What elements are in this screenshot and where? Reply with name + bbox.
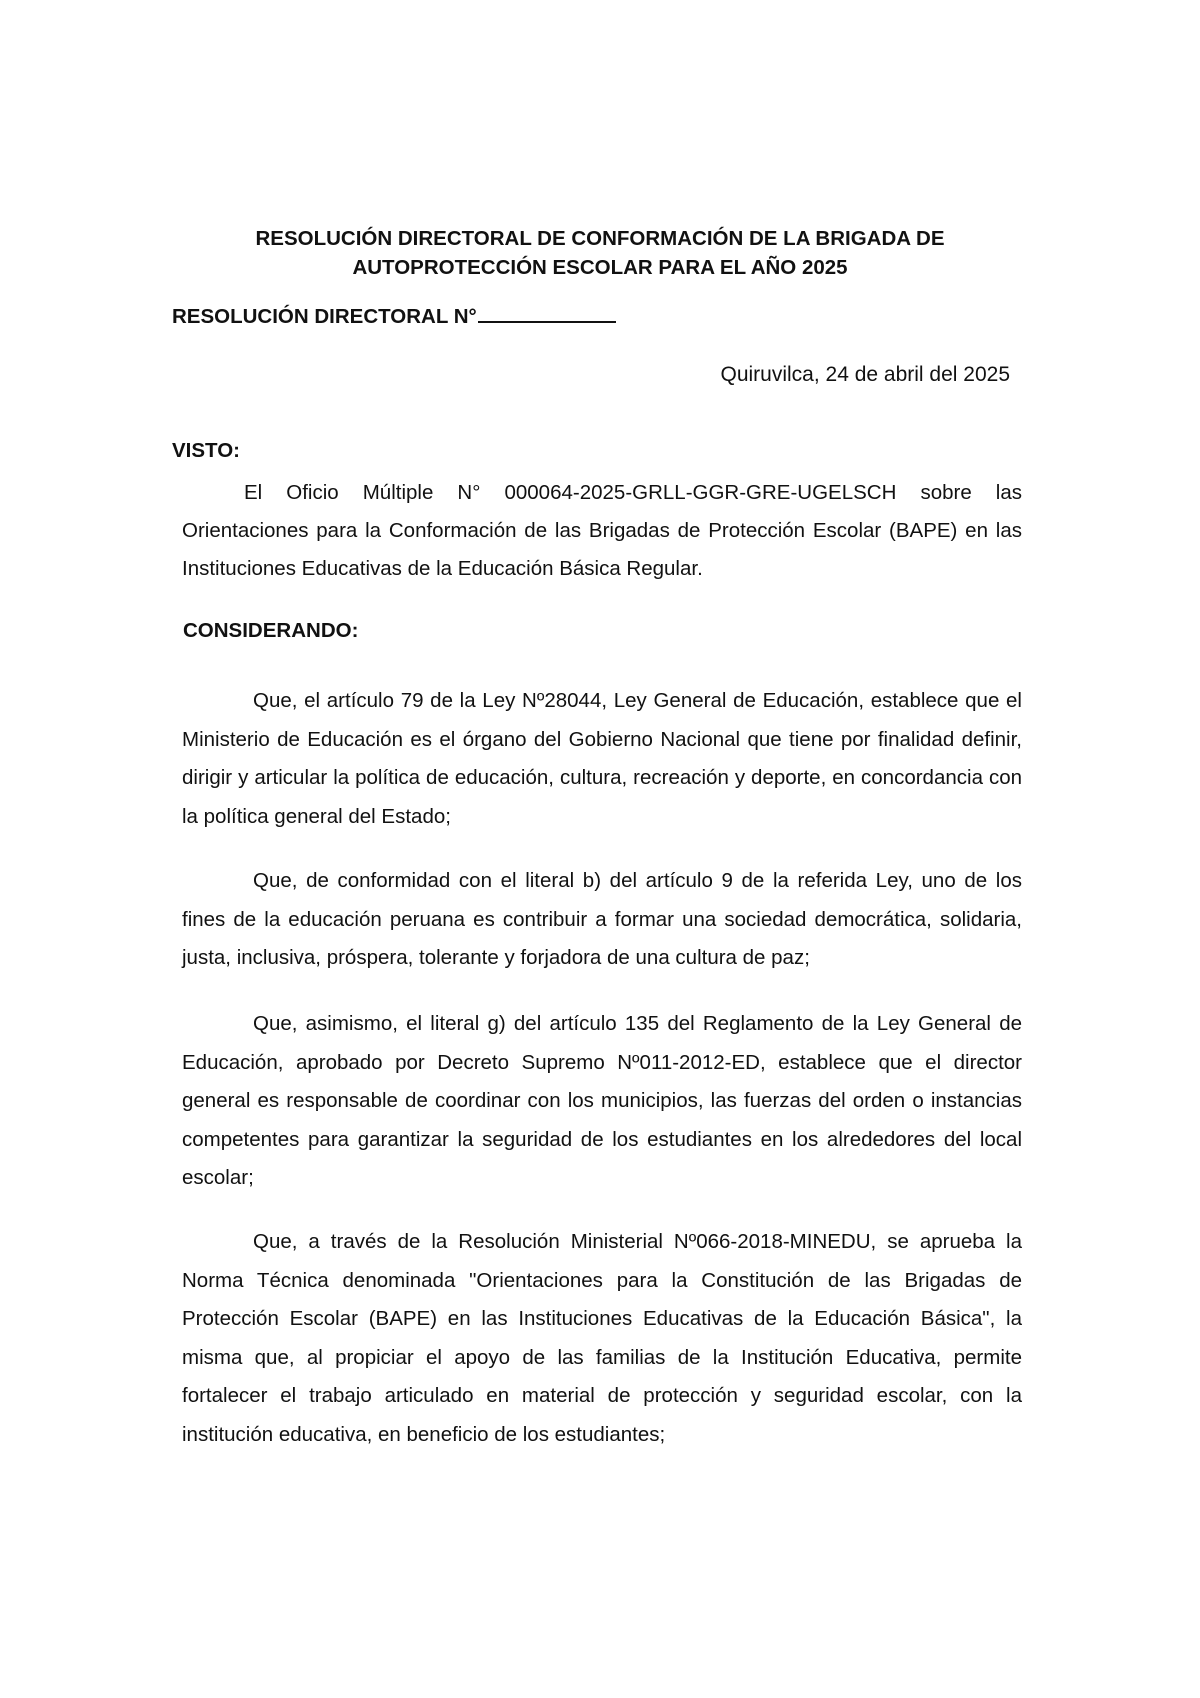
visto-paragraph: El Oficio Múltiple N° 000064-2025-GRLL-GGR-GRE-UGELSCH sobre las Orientaciones para la Conformación de las Brigadas de Protección Escolar (BAPE) en las Instituciones Educativas de la Educación Básica Regular. xyxy=(182,481,1022,580)
resolution-number-line xyxy=(172,302,616,332)
considerando-paragraph: Que, asimismo, el literal g) del artículo 135 del Reglamento de la Ley General de Educación, aprobado por Decreto Supremo Nº011-2012-ED, establece que el director general es responsable de coordinar con los municipios, las fuerzas del orden o instancias competentes para garantizar la seguridad de los estudiantes en los alrededores del local escolar; xyxy=(182,1012,1022,1189)
resolution-number-label: RESOLUCIÓN DIRECTORAL N° xyxy=(172,305,477,328)
resolution-number-blank xyxy=(478,303,616,323)
considerando-heading: CONSIDERANDO: xyxy=(183,619,359,642)
considerando-paragraph: Que, el artículo 79 de la Ley Nº28044, Ley General de Educación, establece que el Ministerio de Educación es el órgano del Gobierno Nacional que tiene por finalidad definir, dirigir y articular la política de educación, cultura, recreación y deporte, en concordancia con la política general del Estado; xyxy=(182,689,1022,828)
place-date: Quiruvilca, 24 de abril del 2025 xyxy=(720,363,1010,386)
considerando-paragraph: Que, a través de la Resolución Ministerial Nº066-2018-MINEDU, se aprueba la Norma Técnica denominada "Orientaciones para la Constitución de las Brigadas de Protección Escolar (BAPE) en las Instituciones Educativas de la Educación Básica", la misma que, al propiciar el apoyo de las familias de la Institución Educativa, permite fortalecer el trabajo articulado en material de protección y seguridad escolar, con la institución educativa, en beneficio de los estudiantes; xyxy=(182,1230,1022,1446)
document-title: RESOLUCIÓN DIRECTORAL DE CONFORMACIÓN DE LA BRIGADA DE AUTOPROTECCIÓN ESCOLAR PARA EL AÑO 2025 xyxy=(255,227,945,279)
considerando-paragraph: Que, de conformidad con el literal b) del artículo 9 de la referida Ley, uno de los fines de la educación peruana es contribuir a formar una sociedad democrática, solidaria, justa, inclusiva, próspera, tolerante y forjadora de una cultura de paz; xyxy=(182,869,1022,969)
visto-heading: VISTO: xyxy=(172,439,240,462)
